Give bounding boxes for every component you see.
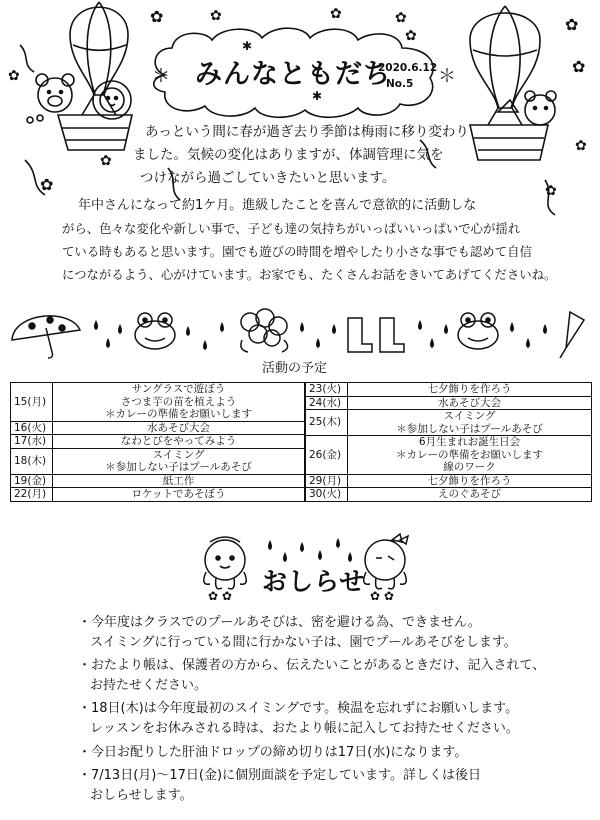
intro-line: つけながら過ごしていきたいと思います。 [140, 170, 396, 186]
svg-text:✿: ✿ [40, 175, 54, 194]
intro-line: がら、色々な変化や新しい事で、子ども達の気持ちがいっぱいいっぱいで心が揺れ [62, 221, 521, 236]
notice-item: ・今年度はクラスでのプールあそびは、密を避ける為、できません。 [78, 615, 481, 630]
schedule-event: 線のワーク [443, 461, 496, 473]
rain-boots-icon [348, 318, 404, 352]
schedule-events [53, 383, 305, 422]
svg-text:✿: ✿ [210, 8, 222, 24]
schedule-table-left [10, 382, 305, 502]
table-row [306, 410, 592, 436]
schedule-event: ＊参加しない子はプールあそび [396, 422, 543, 435]
schedule-date: 25(木) [306, 410, 348, 436]
notice-item: お持たせください。 [90, 678, 208, 693]
schedule-date: 26(金) [306, 436, 348, 475]
schedule-date: 29(月) [306, 474, 348, 488]
svg-text:✱: ✱ [242, 39, 253, 53]
schedule-date: 22(月) [11, 488, 53, 502]
schedule-event: えのぐあそび [348, 488, 592, 502]
folded-umbrella-icon [560, 312, 584, 358]
schedule-event: ＊カレーの準備をお願いします [396, 448, 543, 461]
notice-item: ・今日お配りした肝油ドロップの締め切りは17日(水)になります。 [78, 745, 468, 760]
table-row [11, 448, 305, 474]
frog-right-icon [458, 313, 498, 349]
intro-line: あっという間に春が過ぎ去り季節は梅雨に移り変わり [145, 124, 469, 140]
hydrangea-icon [241, 309, 288, 352]
schedule-table-right [305, 382, 592, 502]
table-row [306, 383, 592, 397]
schedule-title: 活動の予定 [262, 361, 328, 376]
svg-text:✿: ✿ [8, 68, 20, 84]
schedule-events [348, 436, 592, 475]
schedule-date: 24(水) [306, 396, 348, 410]
notice-item: レッスンをお休みされる時は、おたより帳に記入してお持たせください。 [90, 721, 519, 736]
lion-icon [93, 81, 131, 119]
svg-text:✿: ✿ [575, 138, 587, 154]
schedule-events [348, 410, 592, 436]
table-row [306, 436, 592, 475]
notice-item: スイミングに行っている間に行かない子は、園でプールあそびをします。 [90, 635, 517, 650]
octopus-left-icon [204, 537, 247, 589]
svg-text:✿: ✿ [330, 6, 342, 22]
frog-icon [135, 313, 175, 349]
schedule-event: ＊参加しない子はプールあそび [105, 461, 252, 473]
octopus-right-icon [364, 534, 408, 589]
schedule-events [53, 448, 305, 474]
svg-text:✿ ✿: ✿ ✿ [208, 589, 232, 603]
hot-air-balloon-right-icon [470, 6, 548, 160]
schedule-event: なわとびをやってみよう [53, 435, 305, 449]
schedule-date: 19(金) [11, 474, 53, 488]
table-row [11, 435, 305, 449]
intro-line: につながるよう、心がけています。お家でも、たくさんお話をきいてあげてくださいね。 [62, 267, 557, 282]
rainy-season-divider [0, 300, 600, 360]
intro-line: ている時もあると思います。園でも遊びの時間を増やしたり小さな事でも認めて自信 [62, 244, 532, 259]
svg-text:＊: ＊ [438, 66, 456, 87]
table-row [11, 488, 305, 502]
hot-air-balloon-left-icon [58, 2, 132, 150]
table-row [11, 474, 305, 488]
svg-text:✱: ✱ [312, 89, 323, 103]
newsletter-issue-number: No.5 [386, 78, 414, 90]
svg-text:✿: ✿ [545, 183, 557, 199]
svg-text:✿: ✿ [405, 28, 417, 44]
schedule-event: ロケットであそぼう [53, 488, 305, 502]
table-row [11, 383, 305, 422]
schedule-event: スイミング [443, 410, 496, 422]
svg-text:✿: ✿ [100, 153, 112, 169]
table-row [306, 396, 592, 410]
schedule-date: 17(水) [11, 435, 53, 449]
schedule-event: 水あそび大会 [53, 421, 305, 435]
intro-line: 年中さんになって約1ケ月。進級したことを喜んで意欲的に活動しな [78, 198, 477, 213]
schedule-event: 水あそび大会 [348, 396, 592, 410]
schedule-event: 七夕飾りを作ろう [348, 474, 592, 488]
schedule-date: 30(火) [306, 488, 348, 502]
schedule-event: ＊カレーの準備をお願いします [105, 408, 252, 420]
notice-item: おしらせします。 [90, 788, 193, 803]
schedule-event: 七夕飾りを作ろう [348, 383, 592, 397]
schedule-event: スイミング [152, 448, 205, 461]
notice-item: ・7/13日(月)～17日(金)に個別面談を予定しています。詳しくは後日 [78, 768, 481, 783]
newsletter-title: みんなともだち [195, 59, 391, 90]
schedule-event: さつま芋の苗を植えよう [120, 395, 237, 408]
newsletter-date: 2020.6.12 [378, 62, 438, 74]
table-row [306, 474, 592, 488]
svg-text:✿: ✿ [572, 57, 586, 76]
schedule-event: 紙工作 [53, 474, 305, 488]
svg-text:✿: ✿ [395, 10, 407, 26]
table-row [306, 488, 592, 502]
raindrop-icons [94, 320, 547, 350]
intro-line: ました。気候の変化はありますが、体調管理に気を [133, 147, 444, 163]
schedule-date: 15(月) [11, 383, 53, 422]
schedule-event: サングラスで遊ぼう [131, 383, 226, 395]
notices-title: おしらせ [262, 567, 366, 596]
svg-text:✿: ✿ [565, 15, 579, 34]
schedule-date: 16(火) [11, 421, 53, 435]
svg-text:＊: ＊ [152, 66, 170, 87]
schedule-date: 18(木) [11, 448, 53, 474]
schedule-date: 23(火) [306, 383, 348, 397]
table-row [11, 421, 305, 435]
svg-text:✿: ✿ [150, 7, 164, 26]
umbrella-icon [12, 316, 80, 358]
notice-item: ・18日(木)は今年度最初のスイミングです。検温を忘れずにお願いします。 [78, 701, 519, 716]
svg-text:✿ ✿: ✿ ✿ [370, 589, 394, 603]
notice-item: ・おたより帳は、保護者の方から、伝えたいことがあるときだけ、記入されて、 [78, 658, 546, 673]
schedule-event: 6月生まれお誕生日会 [418, 436, 521, 448]
